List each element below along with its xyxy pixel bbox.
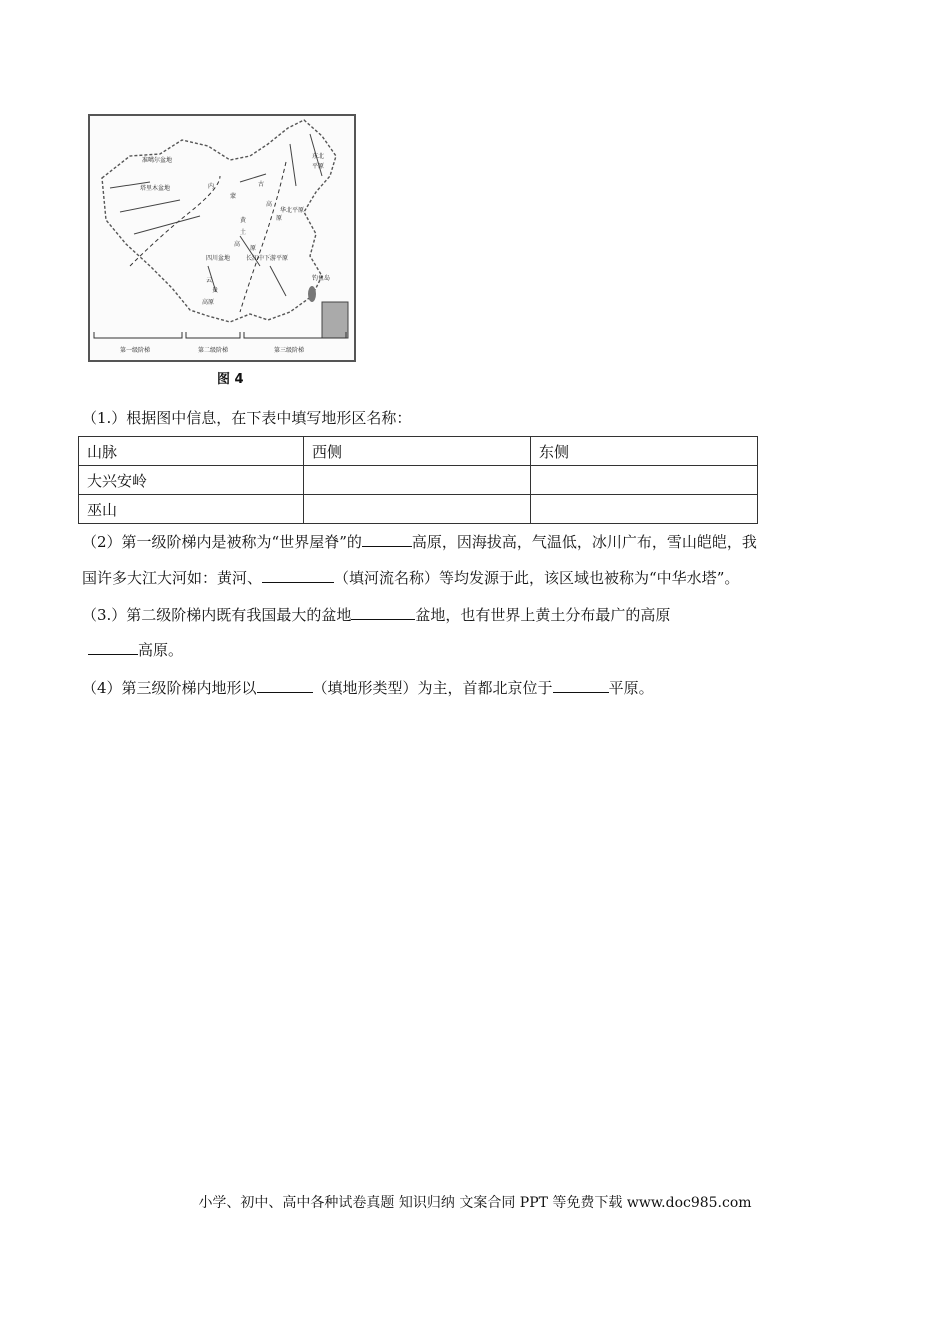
- table-header-cell: 山脉: [79, 437, 304, 466]
- map-label-yuan: 原: [276, 215, 283, 222]
- question-3-line-2: [88, 638, 183, 661]
- map-frame: [88, 114, 356, 362]
- table-header-cell: 西侧: [304, 437, 531, 466]
- map-label-tu: 土: [240, 229, 247, 236]
- answer-blank[interactable]: [257, 676, 313, 693]
- map-label-gao2: 高: [234, 241, 241, 248]
- map-label-gui: 贵: [212, 287, 219, 294]
- question-4: [82, 676, 654, 699]
- map-label-gu: 古: [258, 181, 265, 188]
- map-label-meng: 蒙: [230, 193, 237, 200]
- question-2-text-a: （2）第一级阶梯内是被称为“世界屋脊”的: [82, 533, 362, 551]
- china-map-image: [90, 116, 354, 360]
- question-3-text-b: 盆地，也有世界上黄土分布最广的高原: [415, 606, 671, 624]
- step-brackets: [94, 332, 346, 338]
- figure-caption: 图 4: [217, 372, 244, 387]
- table-cell: 巫山: [79, 495, 304, 524]
- table-header-row: [79, 437, 758, 466]
- map-label-sichuan: 四川盆地: [206, 255, 231, 262]
- map-label-huang: 黄: [240, 217, 247, 224]
- answer-cell[interactable]: [531, 466, 758, 495]
- answer-blank[interactable]: [262, 566, 334, 583]
- question-4-text-c: 平原。: [608, 679, 654, 697]
- question-3-line-1: [82, 603, 670, 626]
- map-label-yun: 云: [206, 277, 213, 284]
- map-step-label-2: 第二级阶梯: [198, 347, 229, 354]
- map-label-tarim: 塔里木盆地: [140, 185, 171, 192]
- answer-cell[interactable]: [304, 466, 531, 495]
- china-terrain-map-figure: [88, 114, 356, 364]
- taiwan-island: [308, 286, 316, 302]
- question-2-text-b: 高原，因海拔高，气温低，冰川广布，雪山皑皑，我: [411, 533, 757, 551]
- map-label-pingyuan: 平原: [312, 163, 325, 170]
- page-footer: 小学、初中、高中各种试卷真题 知识归纳 文案合同 PPT 等免费下载 www.doc985.com: [198, 1195, 752, 1211]
- answer-blank[interactable]: [553, 676, 609, 693]
- table-row: [79, 466, 758, 495]
- map-label-diaoyu: 钓鱼岛: [312, 275, 331, 282]
- question-4-text-b: （填地形类型）为主，首都北京位于: [312, 679, 553, 697]
- map-label-changjiang: 长江中下游平原: [246, 255, 289, 262]
- question-3-text-c: 高原。: [138, 641, 184, 659]
- map-label-nei: 内: [208, 183, 215, 190]
- map-label-gaoyuan3: 高原: [202, 299, 215, 306]
- table-header-cell: 东侧: [531, 437, 758, 466]
- question-2-line-1: [82, 530, 757, 553]
- map-step-label-1: 第一级阶梯: [120, 347, 151, 354]
- answer-blank[interactable]: [88, 638, 138, 655]
- answer-blank[interactable]: [351, 603, 415, 620]
- answer-cell[interactable]: [531, 495, 758, 524]
- question-2-text-e: ”。: [716, 569, 740, 587]
- map-label-huabei: 华北平原: [280, 207, 305, 214]
- map-label-dongbei: 东北: [312, 153, 325, 160]
- map-step-label-3: 第三级阶梯: [274, 347, 305, 354]
- china-outline: [102, 120, 336, 322]
- question-3-text-a: （3.）第二级阶梯内既有我国最大的盆地: [82, 606, 352, 624]
- answer-blank[interactable]: [362, 530, 412, 547]
- question-2-text-c: 国许多大江大河如：黄河、: [82, 569, 263, 587]
- question-1: （1.）根据图中信息，在下表中填写地形区名称：: [82, 409, 412, 427]
- south-sea-inset: [322, 302, 348, 338]
- answer-cell[interactable]: [304, 495, 531, 524]
- map-label-gao: 高: [266, 201, 273, 208]
- question-4-text-a: （4）第三级阶梯内地形以: [82, 679, 257, 697]
- table-cell: 大兴安岭: [79, 466, 304, 495]
- map-label-yuan2: 原: [250, 245, 257, 252]
- table-row: [79, 495, 758, 524]
- terrain-table: [78, 436, 758, 524]
- question-2-text-d: （填河流名称）等均发源于此，该区域也被称为“中华水塔: [334, 569, 717, 587]
- map-label-junggar: 准噶尔盆地: [142, 157, 173, 164]
- question-2-line-2: [82, 566, 739, 589]
